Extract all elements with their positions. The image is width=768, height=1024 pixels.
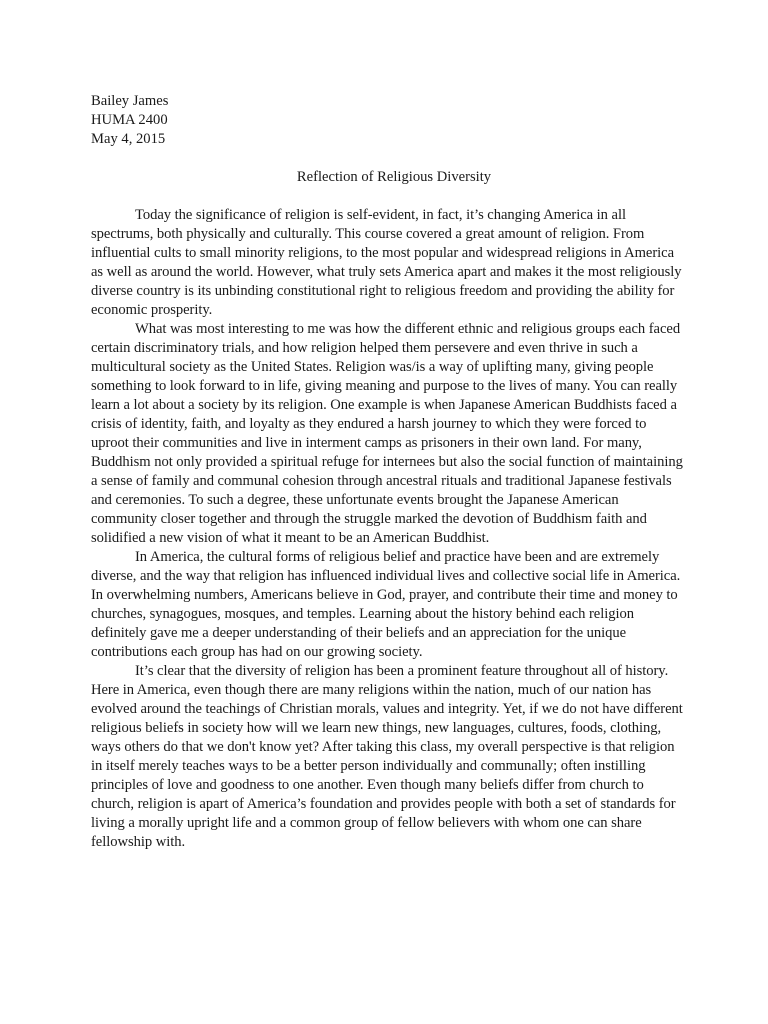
- document-title: Reflection of Religious Diversity: [296, 169, 492, 185]
- paragraph-intro: Today the significance of religion is self-evident, in fact, it’s changing America in all spectrums, both physically and culturally. This course covered a great amount of religion. From influential cults to small minority religions, to the most popular and widespread religions in America as well as around the world. However, what truly sets America apart and makes it the most religiously diverse country is its unbinding constitutional right to religious freedom and providing the ability for economic prosperity.: [91, 207, 682, 318]
- paragraph-america-diversity: In America, the cultural forms of religious belief and practice have been and are extremely diverse, and the way that religion has influenced individual lives and collective social life in America. In overwhelming numbers, Americans believe in God, prayer, and contribute their time and money to churches, synagogues, mosques, and temples. Learning about the history behind each religion definitely gave me a deeper understanding of their beliefs and an appreciation for the unique contributions each group has had on our growing society.: [91, 549, 681, 660]
- document-header: [91, 92, 683, 149]
- course-code: HUMA 2400: [91, 112, 168, 128]
- document-date: May 4, 2015: [91, 131, 166, 147]
- author-name: Bailey James: [91, 93, 169, 109]
- document-page: [91, 92, 683, 852]
- paragraph-conclusion: It’s clear that the diversity of religion has been a prominent feature throughout all of history. Here in America, even though there are many religions within the nation, much of our nation has evolved around the teachings of Christian morals, values and integrity. Yet, if we do not have different religious beliefs in society how will we learn new things, new languages, cultures, foods, clothing, ways others do that we don't know yet? After taking this class, my overall perspective is that religion in itself merely teaches ways to be a better person individually and communally; often instilling principles of love and goodness to one another. Even though many beliefs differ from church to church, religion is apart of America’s foundation and provides people with both a set of standards for living a morally upright life and a common group of fellow believers with whom one can share fellowship with.: [91, 663, 683, 850]
- paragraph-ethnic-groups: What was most interesting to me was how the different ethnic and religious groups each faced certain discriminatory trials, and how religion helped them persevere and even thrive in such a multicultural society as the United States. Religion was/is a way of uplifting many, giving people something to look forward to in life, giving meaning and purpose to the lives of many. You can really learn a lot about a society by its religion. One example is when Japanese American Buddhists faced a crisis of identity, faith, and loyalty as they endured a harsh journey to which they were forced to uproot their communities and live in interment camps as prisoners in their own land. For many, Buddhism not only provided a spiritual refuge for internees but also the social function of maintaining a sense of family and communal cohesion through ancestral rituals and traditional Japanese festivals and ceremonies. To such a degree, these unfortunate events brought the Japanese American community closer together and through the struggle marked the devotion of Buddhism faith and solidified a new vision of what it meant to be an American Buddhist.: [91, 321, 683, 546]
- document-body: [91, 206, 683, 852]
